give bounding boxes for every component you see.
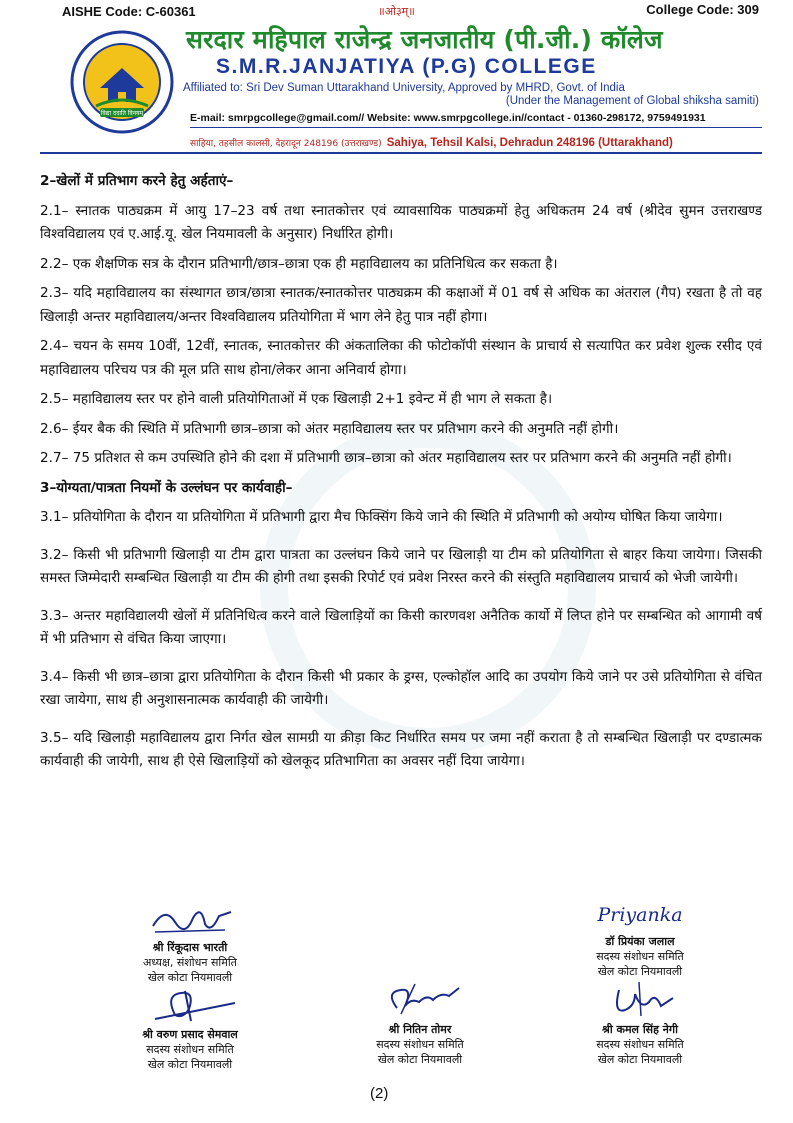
signature-block (105, 985, 275, 1072)
handwritten-signature (595, 980, 685, 1020)
contact-line: E-mail: smrpgcollege@gmail.com// Website: www.smrpgcollege.in//contact - 01360-298172, 9759491931 (190, 112, 762, 128)
aishe-code: AISHE Code: C-60361 (62, 4, 196, 19)
signatory-name: डॉ प्रियंका जलाल (605, 935, 675, 948)
signatory-role: सदस्य संशोधन समिति (376, 1038, 464, 1051)
rule-2-5: 2.5– महाविद्यालय स्तर पर होने वाली प्रतियोगिताओं में एक खिलाड़ी 2+1 इवेन्ट में ही भाग ले सकता है। (40, 391, 553, 407)
rule-3-4: 3.4– किसी भी छात्र–छात्रा द्वारा प्रतियोगिता के दौरान किसी भी प्रकार के ड्रग्स, एल्कोहॉल आदि का उपयोग किये जाने पर उसे प्रतियोगिता से वंचित रखा जायेगा, साथ ही अनुशासनात्मक कार्यवाही की जायेगी। (40, 668, 762, 708)
rule-3-5: 3.5– यदि खिलाड़ी महाविद्यालय द्वारा निर्गत खेल सामग्री या क्रीड़ा किट निर्धारित समय पर जमा नहीं कराता है तो सम्बन्धित खिलाड़ी पर दण्डात्मक कार्यवाही की जायेगी, साथ ही ऐसे खिलाड़ियों को खेलकूद प्रतिभागिता का अवसर नहीं दिया जायेगा। (40, 729, 762, 769)
rule-3-2: 3.2– किसी भी प्रतिभागी खिलाड़ी या टीम द्वारा पात्रता का उल्लंघन किये जाने पर खिलाड़ी या टीम को प्रतियोगिता से बाहर किया जायेगा। जिसकी समस्त जिम्मेदारी सम्बन्धित खिलाड़ी या टीम की होगी तथा इसकी रिपोर्ट एवं प्रवेश निरस्त करने की संस्तुति महाविद्यालय प्राचार्य को भेजी जायेगी। (40, 546, 762, 586)
signatory-name: श्री कमल सिंह नेगी (602, 1023, 678, 1036)
rule-2-7: 2.7– 75 प्रतिशत से कम उपस्थिति होने की दशा में प्रतिभागी छात्र–छात्रा को अंतर महाविद्यालय स्तर पर प्रतिभाग करने की अनुमति नहीं होगी। (40, 450, 732, 466)
signatory-name: श्री रिंकूदास भारती (152, 941, 228, 954)
management-text: (Under the Management of Global shiksha samiti) (505, 95, 759, 107)
address-english: Sahiya, Tehsil Kalsi, Dehradun 248196 (Uttarakhand) (386, 137, 673, 149)
rule-2-6: 2.6– ईयर बैक की स्थिति में प्रतिभागी छात्र–छात्रा को अंतर महाविद्यालय स्तर पर प्रतिभाग करने की अनुमति नहीं होगी। (40, 420, 619, 437)
signature-block (565, 980, 715, 1067)
svg-text:विद्या ददाति विनयम्: विद्या ददाति विनयम् (100, 110, 144, 117)
signatory-role: सदस्य संशोधन समिति (146, 1043, 234, 1056)
signatory-dept: खेल कोटा नियमावली (377, 1053, 463, 1066)
document-body (40, 168, 762, 780)
signatory-role: सदस्य संशोधन समिति (596, 1038, 684, 1051)
signatory-name: श्री नितिन तोमर (388, 1023, 452, 1036)
signature-block (345, 980, 495, 1067)
letterhead (0, 0, 793, 155)
handwritten-signature (145, 900, 235, 938)
address-line (190, 131, 762, 150)
rule-2-1: 2.1– स्नातक पाठ्यक्रम में आयु 17–23 वर्ष तथा स्नातकोत्तर एवं व्यावसायिक पाठ्यक्रमों हेतु अधिकतम 24 वर्ष (श्रीदेव सुमन उत्तराखण्ड विश्वविद्यालय एवं ए.आई.यू. खेल नियमावली के अनुसार) निर्धारित होगी। (40, 202, 762, 242)
signatory-dept: खेल कोटा नियमावली (597, 1053, 683, 1066)
section-heading: 2–खेलों में प्रतिभाग करने हेतु अर्हताएं– (40, 173, 234, 189)
page-number: (2) (370, 1085, 389, 1102)
header-divider (40, 152, 762, 154)
signatory-dept: खेल कोटा नियमावली (597, 965, 683, 978)
rule-2-2: 2.2– एक शैक्षणिक सत्र के दौरान प्रतिभागी/छात्र–छात्रा एक ही महाविद्यालय का प्रतिनिधित्व कर सकता है। (40, 255, 558, 272)
college-name-english: S.M.R.JANJATIYA (P.G) COLLEGE (216, 55, 597, 78)
signatory-dept: खेल कोटा नियमावली (147, 1058, 233, 1071)
handwritten-signature: Priyanka (597, 904, 683, 926)
signature-block (565, 896, 715, 979)
address-hindi: साहिया, तहसील कालसी, देहरादून 248196 (उत्तराखण्ड) (190, 139, 382, 149)
signatory-name: श्री वरुण प्रसाद सेमवाल (142, 1028, 238, 1041)
rule-3-1: 3.1– प्रतियोगिता के दौरान या प्रतियोगिता में प्रतिभागी द्वारा मैच फिक्सिंग किये जाने की स्थिति में प्रतिभागी को अयोग्य घोषित किया जायेगा। (40, 509, 723, 525)
signatory-role: सदस्य संशोधन समिति (596, 950, 684, 963)
rule-3-3: 3.3– अन्तर महाविद्यालयी खेलों में प्रतिनिधित्व करने वाले खिलाड़ियों का किसी कारणवश अनैतिक कार्यो में लिप्त होने पर सम्बन्धित को आगामी वर्ष में भी प्रतिभाग से वंचित किया जाएगा। (40, 607, 762, 647)
college-logo-icon (70, 30, 174, 134)
handwritten-signature (135, 985, 245, 1025)
om-symbol: ॥ओ३म्॥ (378, 5, 415, 18)
signature-block (115, 900, 265, 985)
signatory-role: अध्यक्ष, संशोधन समिति (143, 956, 237, 969)
section-heading: 3–योग्यता/पात्रता नियमों के उल्लंघन पर कार्यवाही– (40, 479, 293, 496)
signatory-dept: खेल कोटा नियमावली (147, 971, 233, 984)
handwritten-signature (375, 980, 465, 1020)
rule-2-3: 2.3– यदि महाविद्यालय का संस्थागत छात्र/छात्रा स्नातक/स्नातकोत्तर पाठ्यक्रम की कक्षाओं में 01 वर्ष से अधिक का अंतराल (गैप) रखता है तो वह खिलाड़ी अन्तर महाविद्यालय/अन्तर विश्वविद्यालय प्रतियोगिता में भाग लेने हेतु पात्र नहीं होगा। (40, 285, 762, 325)
college-name-hindi: सरदार महिपाल राजेन्द्र जनजातीय (पी.जी.) कॉलेज (186, 25, 663, 54)
rule-2-4: 2.4– चयन के समय 10वीं, 12वीं, स्नातक, स्नातकोत्तर की अंकतालिका की फोटोकॉपी संस्थान के प्राचार्य से सत्यापित कर प्रवेश शुल्क रसीद एवं महाविद्यालय परिचय पत्र की मूल प्रति साथ होना/लेकर आना अनिवार्य होगा। (40, 338, 762, 378)
affiliation-text: Affiliated to: Sri Dev Suman Uttarakhand University, Approved by MHRD, Govt. of India (183, 82, 625, 94)
college-code: College Code: 309 (646, 2, 759, 17)
